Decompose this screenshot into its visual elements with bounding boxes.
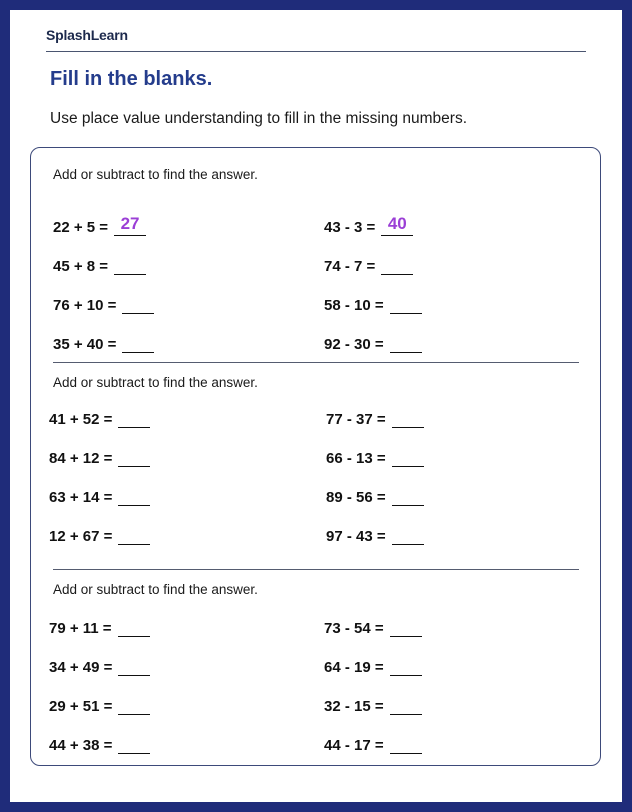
- problem-item: [324, 735, 422, 757]
- header-divider: [46, 51, 586, 52]
- answer-blank[interactable]: [390, 696, 422, 715]
- problem-item: [53, 214, 146, 239]
- problem-item: [324, 657, 422, 679]
- answer-blank[interactable]: [390, 334, 422, 353]
- problem-item: [49, 409, 150, 431]
- problem-item: [324, 256, 413, 278]
- problem-expression: 76 + 10 =: [53, 297, 117, 314]
- problem-expression: 12 + 67 =: [49, 528, 113, 545]
- problem-expression: 64 - 19 =: [324, 659, 384, 676]
- problem-expression: 77 - 37 =: [326, 411, 386, 428]
- answer-blank[interactable]: [118, 448, 150, 467]
- answer-blank[interactable]: [390, 657, 422, 676]
- answer-blank[interactable]: [114, 256, 146, 275]
- answer-blank[interactable]: [118, 487, 150, 506]
- problem-expression: 92 - 30 =: [324, 336, 384, 353]
- answer-blank[interactable]: 27: [114, 217, 146, 236]
- section-divider: [53, 362, 579, 363]
- section-heading: Add or subtract to find the answer.: [53, 167, 258, 182]
- problem-expression: 73 - 54 =: [324, 620, 384, 637]
- section-divider: [53, 569, 579, 570]
- problem-item: [53, 256, 146, 278]
- problem-expression: 43 - 3 =: [324, 219, 376, 236]
- section-heading: Add or subtract to find the answer.: [53, 582, 258, 597]
- problem-item: [326, 487, 424, 509]
- problem-item: [324, 334, 422, 356]
- problem-item: [49, 448, 150, 470]
- problem-expression: 32 - 15 =: [324, 698, 384, 715]
- problem-item: [49, 696, 150, 718]
- answer-blank[interactable]: [118, 657, 150, 676]
- worksheet-title: Fill in the blanks.: [50, 68, 213, 90]
- section-heading: Add or subtract to find the answer.: [53, 375, 258, 390]
- problem-expression: 63 + 14 =: [49, 489, 113, 506]
- answer-blank[interactable]: [118, 735, 150, 754]
- answer-blank[interactable]: [390, 618, 422, 637]
- answer-blank[interactable]: 40: [381, 217, 413, 236]
- worksheet-instructions: Use place value understanding to fill in the missing numbers.: [50, 110, 468, 127]
- problem-item: [324, 295, 422, 317]
- answer-blank[interactable]: [392, 487, 424, 506]
- problem-expression: 22 + 5 =: [53, 219, 109, 236]
- problem-expression: 97 - 43 =: [326, 528, 386, 545]
- answer-blank[interactable]: [118, 526, 150, 545]
- answer-blank[interactable]: [118, 696, 150, 715]
- answer-blank[interactable]: [118, 409, 150, 428]
- answer-blank[interactable]: [390, 735, 422, 754]
- answer-blank[interactable]: [392, 409, 424, 428]
- answer-blank[interactable]: [122, 295, 154, 314]
- problem-expression: 41 + 52 =: [49, 411, 113, 428]
- problem-item: [49, 657, 150, 679]
- brand-logo: SplashLearn: [46, 27, 128, 43]
- problem-item: [324, 696, 422, 718]
- problem-expression: 35 + 40 =: [53, 336, 117, 353]
- answer-blank[interactable]: [381, 256, 413, 275]
- problem-expression: 44 + 38 =: [49, 737, 113, 754]
- problem-item: [49, 526, 150, 548]
- answer-blank[interactable]: [390, 295, 422, 314]
- problems-box: [30, 147, 601, 766]
- problem-expression: 84 + 12 =: [49, 450, 113, 467]
- answer-blank[interactable]: [392, 526, 424, 545]
- problem-item: [326, 448, 424, 470]
- problem-item: [326, 526, 424, 548]
- answer-blank[interactable]: [392, 448, 424, 467]
- problem-expression: 79 + 11 =: [49, 620, 112, 637]
- problem-item: [326, 409, 424, 431]
- problem-expression: 34 + 49 =: [49, 659, 113, 676]
- problem-item: [49, 487, 150, 509]
- problem-expression: 66 - 13 =: [326, 450, 386, 467]
- problem-item: [324, 214, 413, 239]
- problem-expression: 29 + 51 =: [49, 698, 113, 715]
- answer-blank[interactable]: [122, 334, 154, 353]
- answer-blank[interactable]: [118, 618, 150, 637]
- problem-item: [49, 618, 150, 640]
- problem-expression: 44 - 17 =: [324, 737, 384, 754]
- problem-item: [53, 334, 154, 356]
- worksheet-page: [10, 10, 622, 802]
- problem-item: [324, 618, 422, 640]
- problem-expression: 74 - 7 =: [324, 258, 376, 275]
- problem-item: [49, 735, 150, 757]
- problem-expression: 58 - 10 =: [324, 297, 384, 314]
- problem-expression: 45 + 8 =: [53, 258, 109, 275]
- problem-item: [53, 295, 154, 317]
- problem-expression: 89 - 56 =: [326, 489, 386, 506]
